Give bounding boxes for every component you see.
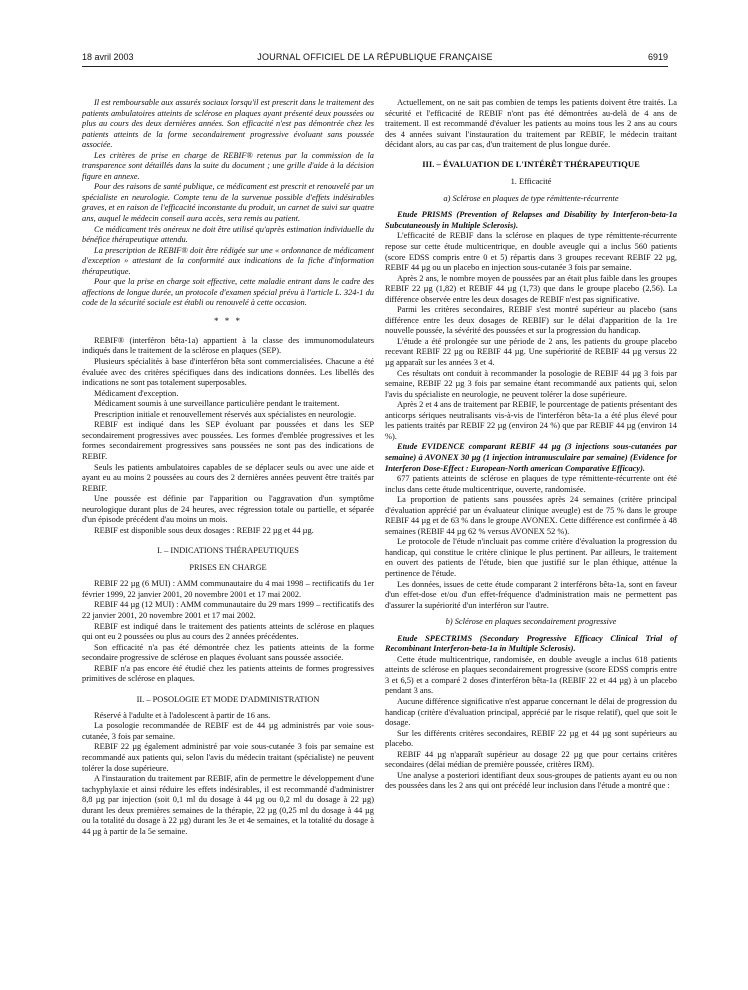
study-prisms-paragraph: Après 2 et 4 ans de traitement par REBIF, le pourcentage de patients présentant des anticorps sériques neutralisants vis-à-vis de l'interféron bêta-1a a été plus élevé pour les patients traités par REBIF 22 µg (environ 24 %) que par REBIF 44 µg (environ 14 %). [385, 400, 677, 441]
body-paragraph: REBIF est disponible sous deux dosages : REBIF 22 µg et 44 µg. [94, 525, 314, 535]
study-evidence-title: Etude EVIDENCE comparant REBIF 44 µg (3 injections sous-cutanées par semaine) à AVONEX 30 µg (1 injection intramusculaire par semaine) (Evidence for Interferon Dose-Effect : European-North american Comparative Efficacy). [385, 442, 677, 473]
study-spectrims-paragraph: Cette étude multicentrique, randomisée, en double aveugle a inclus 618 patients atteints de sclérose en plaques secondairement progressive (score EDSS compris entre 3 et 6,5) et a comparé 2 doses d'interféron bêta-1a (REBIF 22 et 44 µg) à un placebo pendant 3 ans. [385, 654, 677, 696]
study-prisms-paragraph: Après 2 ans, le nombre moyen de poussées par an était plus faible dans les groupes REBIF 22 µg (1,82) et REBIF 44 µg (1,73) que dans le groupe placebo (2,56). La différence observée entre les deux dosages de REBIF n'est pas significative. [385, 273, 677, 304]
study-prisms-title: Etude PRISMS (Prevention of Relapses and Disability by Interferon-beta-1a Subcutaneously in Multiple Sclerosis). [385, 210, 677, 230]
section-1-paragraph: REBIF n'a pas encore été étudié chez les patients atteints de formes progressives primitives de sclérose en plaques. [82, 663, 374, 684]
section-2-paragraph: A l'instauration du traitement par REBIF, afin de permettre le développement d'une tachyphylaxie et ainsi réduire les effets indésirables, il est recommandé d'administrer 8,8 µg par injection (soit 0,1 ml du dosage à 44 µg ou 0,2 ml du dosage à 22 µg) durant les deux premières semaines de la thérapie, 22 µg (0,25 ml du dosage à 44 µg ou la totalité du dosage à 22 µg) durant les 3e et 4e semaines, et la totalité du dosage à 44 µg à partir de la 5e semaine. [82, 774, 374, 836]
body-paragraph: Une poussée est définie par l'apparition ou l'aggravation d'un symptôme neurologique durant plus de 24 heures, avec régression totale ou partielle, et séparée d'un épisode précédent d'au moins un mois. [82, 494, 374, 525]
study-evidence-paragraph: 677 patients atteints de sclérose en plaques de type rémittente-récurrente ont été inclus dans cette étude multicentrique, ouverte, randomisée. [385, 474, 677, 494]
right-column [385, 98, 677, 792]
body-paragraph: Plusieurs spécialités à base d'interféron bêta sont commercialisées. Chacune a été évaluée avec des critères spécifiques dans des indications données. Les libellés des indications ne sont pas totalement superposables. [82, 357, 374, 388]
body-paragraph: Seuls les patients ambulatoires capables de se déplacer seuls ou avec une aide et ayant eu au moins 2 poussées au cours des 2 dernières années peuvent être traités par REBIF. [82, 462, 374, 493]
study-spectrims-paragraph: Sur les différents critères secondaires, REBIF 22 µg et 44 µg sont supérieurs au placebo. [385, 728, 677, 749]
left-column [82, 98, 374, 837]
intro-block [82, 98, 374, 309]
intro-paragraph: Pour que la prise en charge soit effective, cette maladie entrant dans le cadre des affections de longue durée, un protocole d'examen spécial prévu à l'article L. 324-1 du code de la sécurité sociale est établi ou renouvelé à cette occasion. [82, 277, 374, 308]
body-paragraph: Médicament soumis à une surveillance particulière pendant le traitement. [94, 399, 340, 409]
study-evidence-paragraph: La proportion de patients sans poussées après 24 semaines (critère principal d'évaluation apprécié par un évaluateur clinique aveugle) est de 75 % dans le groupe REBIF 44 µg et de 63 % dans le groupe AVONEX. Cette différence est confirmée à 48 semaines (REBIF 44 µg 62 % versus AVONEX 52 %). [385, 495, 677, 536]
section-3-title: III. – ÉVALUATION DE L'INTÉRÊT THÉRAPEUTIQUE [422, 158, 640, 169]
subsection-sp-ms: b) Sclérose en plaques secondairement progressive [445, 617, 617, 627]
header-journal-title: JOURNAL OFFICIEL DE LA RÉPUBLIQUE FRANÇAISE [257, 52, 493, 62]
intro-paragraph: La prescription de REBIF® doit être rédigée sur une « ordonnance de médicament d'exception » attestant de la conformité aux indications de la fiche d'information thérapeutique. [82, 245, 374, 276]
intro-paragraph: Il est remboursable aux assurés sociaux lorsqu'il est prescrit dans le traitement des patients ambulatoires atteints de sclérose en plaques ayant présenté deux poussées ou plus au cours des deux dernières années. Son efficacité n'est pas démontrée chez les patients atteints de la forme secondairement progressive évoluant sans poussée associée. [82, 98, 374, 150]
section-1-paragraph: REBIF 22 µg (6 MUI) : AMM communautaire du 4 mai 1998 – rectificatifs du 1er février 1999, 22 janvier 2001, 20 novembre 2001 et 17 mai 2002. [82, 579, 374, 599]
study-spectrims-paragraph: Aucune différence significative n'est apparue concernant le délai de progression du handicap (critère d'évaluation principal, apprécié par le risque relatif), quel que soit le dosage. [385, 696, 677, 728]
study-spectrims-paragraph: REBIF 44 µg n'apparaît supérieur au dosage 22 µg que pour certains critères secondaires (délai médian de première poussée, critères IRM). [385, 749, 677, 770]
study-prisms-paragraph: Parmi les critères secondaires, REBIF s'est montré supérieur au placebo (sans différence entre les deux dosages de REBIF) sur le délai d'apparition de la 1re nouvelle poussée, la sévérité des poussées et sur la progression du handicap. [385, 305, 677, 336]
study-prisms-paragraph: L'efficacité de REBIF dans la sclérose en plaques de type rémittente-récurrente repose sur cette étude multicentrique, en double aveugle qui a inclus 560 patients (score EDSS compris entre 0 et 5) répartis dans 3 groupes recevant REBIF 22 µg, REBIF 44 µg ou un placebo en injection sous-cutanée 3 fois par semaine. [385, 231, 677, 273]
body-paragraph: REBIF® (interféron bêta-1a) appartient à la classe des immunomodulateurs indiqués dans le traitement de la sclérose en plaques (SEP). [82, 335, 374, 356]
subsection-rr-ms: a) Sclérose en plaques de type rémittente-récurrente [443, 193, 619, 203]
section-1-paragraph: Son efficacité n'a pas été démontrée chez les patients atteints de la forme secondaire progressive de sclérose en plaques évoluant sans poussée associée. [82, 642, 374, 663]
section-1-subtitle: PRISES EN CHARGE [189, 563, 267, 573]
page-header [82, 52, 668, 66]
intro-paragraph: Pour des raisons de santé publique, ce médicament est prescrit et renouvelé par un spécialiste en neurologie. Compte tenu de la survenue possible d'effets indésirables graves, et en raison de l'efficacité inconstante du produit, un carnet de suivi sur quatre ans, auquel le médecin conseil aura accès, sera remis au patient. [82, 182, 374, 224]
intro-paragraph: Les critères de prise en charge de REBIF® retenus par la commission de la transparence sont détaillés dans la suite du document ; une grille d'aide à la décision figure en annexe. [82, 150, 374, 181]
section-2-paragraph: REBIF 22 µg également administré par voie sous-cutanée 3 fois par semaine est recommandé aux patients qui, selon l'avis du médecin traitant (spécialiste) ne peuvent tolérer la dose supérieure. [82, 742, 374, 773]
body-paragraph: Prescription initiale et renouvellement réservés aux spécialistes en neurologie. [94, 409, 357, 419]
study-evidence-paragraph: Les données, issues de cette étude comparant 2 interférons bêta-1a, sont en faveur d'un effet-dose et/ou d'un effet-fréquence d'administration mais ne permettent pas d'assurer la supériorité d'un interféron sur l'autre. [385, 579, 677, 610]
body-paragraph: Médicament d'exception. [94, 388, 179, 398]
header-rule [82, 66, 668, 67]
section-1-title: I. – INDICATIONS THÉRAPEUTIQUES [157, 546, 299, 556]
study-spectrims-paragraph: Une analyse a posteriori identifiant deux sous-groupes de patients ayant eu ou non des poussées dans les 2 ans qui ont précédé leur inclusion dans l'étude a montré que : [385, 770, 677, 791]
section-2-paragraph: Réservé à l'adulte et à l'adolescent à partir de 16 ans. [94, 710, 271, 720]
study-evidence-paragraph: Le protocole de l'étude n'incluait pas comme critère d'évaluation la progression du handicap, qui constitue le critère clinique le plus pertinent. Par ailleurs, le traitement en ouvert des patients de l'étude, bien que justifié sur le plan éthique, atténue la pertinence de l'étude. [385, 537, 677, 578]
header-date: 18 avril 2003 [82, 52, 134, 62]
section-2-title: II. – POSOLOGIE ET MODE D'ADMINISTRATION [136, 694, 320, 704]
body-paragraph: REBIF est indiqué dans les SEP évoluant par poussées et dans les SEP secondairement progressives avec poussées. Les formes d'emblée progressives et les formes secondairement progressives sans poussées ne sont pas des indications de REBIF. [82, 420, 374, 461]
header-page-number: 6919 [647, 52, 668, 62]
section-2-paragraph: La posologie recommandée de REBIF est de 44 µg administrés par voie sous-cutanée, 3 fois par semaine. [82, 721, 374, 741]
subsection-efficacy: 1. Efficacité [510, 177, 552, 187]
intro-paragraph: Ce médicament très onéreux ne doit être utilisé qu'après estimation individuelle du bénéfice thérapeutique attendu. [82, 224, 374, 245]
asterism-separator: * * * [214, 315, 242, 326]
section-1-paragraph: REBIF 44 µg (12 MUI) : AMM communautaire du 29 mars 1999 – rectificatifs des 22 janvier 2001, 20 novembre 2001 et 17 mai 2002. [82, 600, 374, 620]
study-spectrims-title: Etude SPECTRIMS (Secondary Progressive Efficacy Clinical Trial of Recombinant Interferon-beta-1a in Multiple Sclerosis). [385, 633, 677, 654]
study-prisms-paragraph: L'étude a été prolongée sur une période de 2 ans, les patients du groupe placebo recevant REBIF 22 µg ou REBIF 44 µg. Une supériorité de REBIF 44 µg versus 22 µg apparaît sur les années 3 et 4. [385, 336, 677, 368]
section-1-paragraph: REBIF est indiqué dans le traitement des patients atteints de sclérose en plaques qui ont eu 2 poussées ou plus au cours des 2 années précédentes. [82, 621, 374, 642]
study-prisms-paragraph: Ces résultats ont conduit à recommander la posologie de REBIF 44 µg 3 fois par semaine, REBIF 22 µg 3 fois par semaine étant recommandé aux patients qui, selon l'avis du spécialiste en neurologie, ne peuvent tolérer la dose supérieure. [385, 368, 677, 399]
duration-paragraph: Actuellement, on ne sait pas combien de temps les patients doivent être traités. La sécurité et l'efficacité de REBIF n'ont pas été démontrées au-delà de 4 ans de traitement. Il est recommandé d'évaluer les patients au moins tous les 2 ans au cours des 4 années suivant l'instauration du traitement par REBIF, le médecin traitant décidant alors, au cas par cas, d'un traitement de plus longue durée. [385, 98, 677, 150]
